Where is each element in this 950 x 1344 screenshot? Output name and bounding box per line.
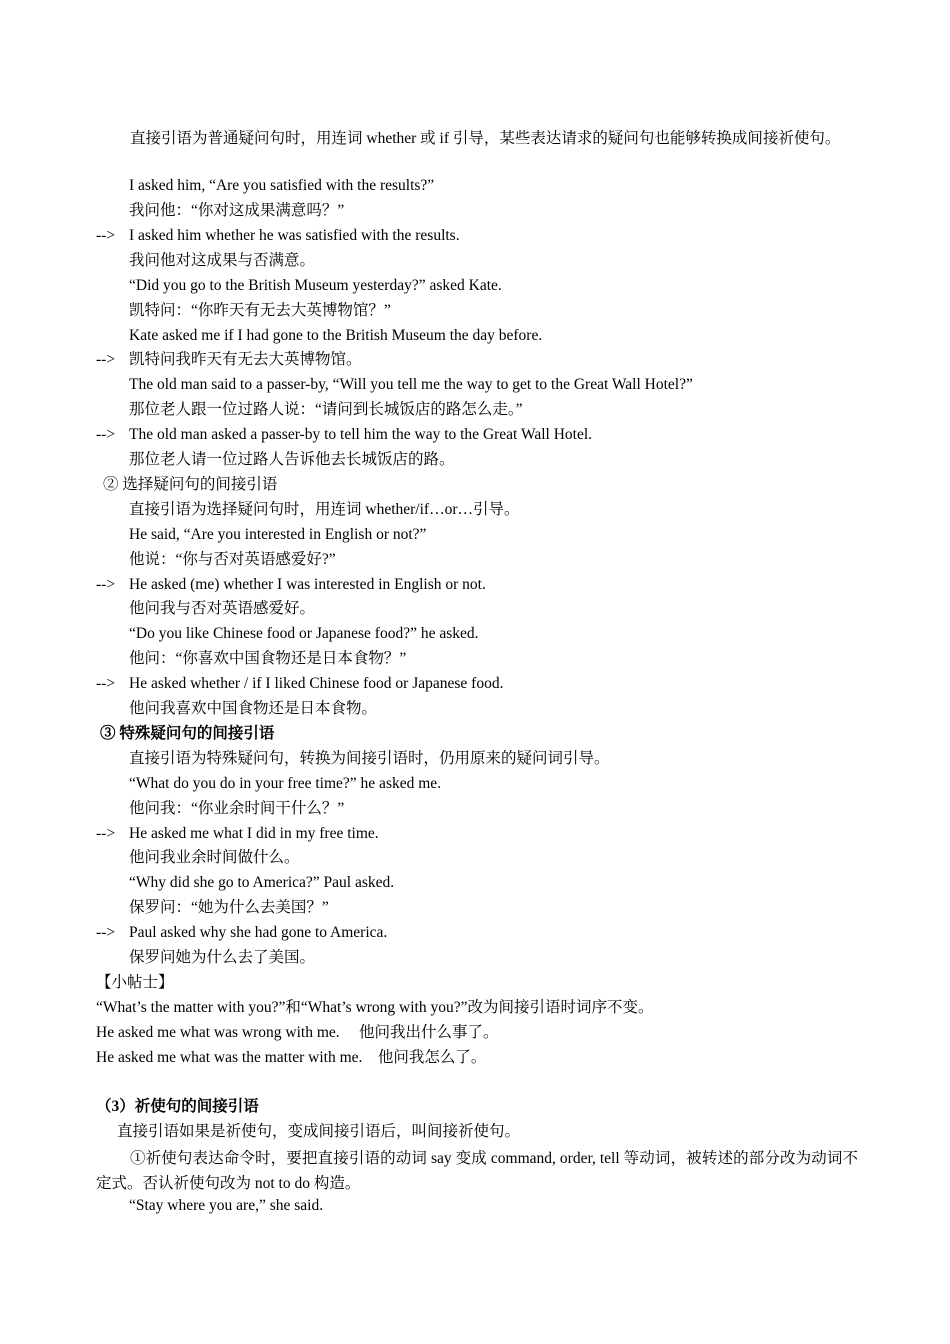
arrow-marker: --> bbox=[96, 576, 116, 593]
converted-translation: 他问我喜欢中国食物还是日本食物。 bbox=[129, 700, 378, 717]
example-sentence: The old man said to a passer-by, “Will you tell me the way to get to the Great Wall Hotel?” bbox=[129, 376, 693, 393]
rule-text: 直接引语为选择疑问句时，用连词 whether/if…or…引导。 bbox=[129, 501, 520, 518]
converted-sentence: I asked him whether he was satisfied with the results. bbox=[129, 227, 460, 244]
converted-translation: 保罗问她为什么去了美国。 bbox=[129, 949, 316, 966]
section-heading-alternative-question: ② 选择疑问句的间接引语 bbox=[103, 476, 278, 493]
converted-translation: 那位老人请一位过路人告诉他去长城饭店的路。 bbox=[129, 451, 455, 468]
rule-text: 直接引语为特殊疑问句，转换为间接引语时，仍用原来的疑问词引导。 bbox=[129, 750, 610, 767]
example-sentence: I asked him, “Are you satisfied with the results?” bbox=[129, 177, 435, 194]
converted-sentence: Kate asked me if I had gone to the British Museum the day before. bbox=[129, 327, 543, 344]
section-heading-imperative: （3）祈使句的间接引语 bbox=[96, 1098, 259, 1115]
arrow-marker: --> bbox=[96, 426, 116, 443]
example-translation: 保罗问：“她为什么去美国？” bbox=[129, 899, 329, 916]
converted-translation: 我问他对这成果与否满意。 bbox=[129, 252, 316, 269]
arrow-marker: --> bbox=[96, 227, 116, 244]
converted-sentence: He asked whether / if I liked Chinese food or Japanese food. bbox=[129, 675, 504, 692]
arrow-marker: --> bbox=[96, 351, 116, 368]
arrow-marker: --> bbox=[96, 924, 116, 941]
converted-sentence: The old man asked a passer-by to tell him the way to the Great Wall Hotel. bbox=[129, 426, 593, 443]
example-translation: 凯特问：“你昨天有无去大英博物馆？” bbox=[129, 302, 391, 319]
tip-example: He asked me what was wrong with me. 他问我出什么事了。 bbox=[96, 1024, 499, 1041]
tip-text: “What’s the matter with you?”和“What’s wrong with you?”改为间接引语时词序不变。 bbox=[96, 999, 654, 1016]
converted-sentence: Paul asked why she had gone to America. bbox=[129, 924, 388, 941]
converted-translation: 他问我与否对英语感爱好。 bbox=[129, 600, 316, 617]
example-translation: 他问：“你喜欢中国食物还是日本食物？” bbox=[129, 650, 407, 667]
example-translation: 我问他：“你对这成果满意吗？” bbox=[129, 202, 345, 219]
example-sentence: “Did you go to the British Museum yesterday?” asked Kate. bbox=[129, 277, 502, 294]
tip-example: He asked me what was the matter with me. 他问我怎么了。 bbox=[96, 1049, 487, 1066]
tip-heading: 【小帖士】 bbox=[96, 974, 174, 991]
converted-translation: 凯特问我昨天有无去大英博物馆。 bbox=[129, 351, 362, 368]
section-heading-special-question: ③ 特殊疑问句的间接引语 bbox=[100, 725, 275, 742]
converted-translation: 他问我业余时间做什么。 bbox=[129, 849, 300, 866]
example-translation: 他问我：“你业余时间干什么？” bbox=[129, 800, 345, 817]
example-translation: 他说：“你与否对英语感爱好?” bbox=[129, 551, 336, 568]
example-translation: 那位老人跟一位过路人说：“请问到长城饭店的路怎么走。” bbox=[129, 401, 523, 418]
example-sentence: “Stay where you are,” she said. bbox=[129, 1197, 324, 1214]
arrow-marker: --> bbox=[96, 825, 116, 842]
rule-text: 直接引语如果是祈使句，变成间接引语后，叫间接祈使句。 bbox=[117, 1123, 521, 1140]
arrow-marker: --> bbox=[96, 675, 116, 692]
converted-sentence: He asked (me) whether I was interested in English or not. bbox=[129, 576, 486, 593]
rule-paragraph-imperative: ①祈使句表达命令时，要把直接引语的动词 say 变成 command, order, tell 等动词，被转述的部分改为动词不定式。否认祈使句改为 not to do 构造。 bbox=[96, 1150, 858, 1192]
example-sentence: “Why did she go to America?” Paul asked. bbox=[129, 874, 395, 891]
paragraph-general-question: 直接引语为普通疑问句时，用连词 whether 或 if 引导，某些表达请求的疑问句也能够转换成间接祈使句。 bbox=[130, 130, 841, 147]
converted-sentence: He asked me what I did in my free time. bbox=[129, 825, 379, 842]
example-sentence: “What do you do in your free time?” he asked me. bbox=[129, 775, 442, 792]
example-sentence: He said, “Are you interested in English or not?” bbox=[129, 526, 427, 543]
example-sentence: “Do you like Chinese food or Japanese food?” he asked. bbox=[129, 625, 479, 642]
